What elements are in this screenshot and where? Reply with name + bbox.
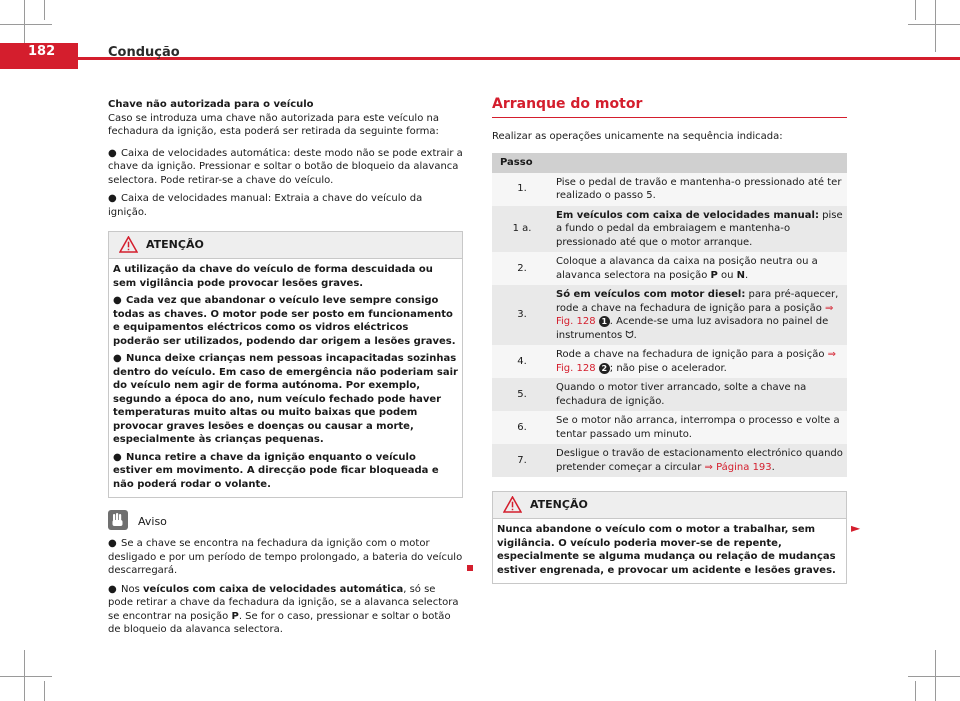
warning-triangle-icon [503,496,522,513]
table-row: 5. Quando o motor tiver arrancado, solte a chave na fechadura de ignição. [492,378,847,411]
warning-body [109,259,462,497]
continue-arrow-icon: ► [851,521,861,535]
figure-link[interactable]: ⇒ Fig. 128 [556,302,834,327]
table-row: 7. Desligue o travão de estacionamento electrónico quando pretender começar a circular ⇒ Página 193. [492,444,847,477]
info-hand-icon [108,510,128,530]
crop-mark [908,676,960,677]
warning-box [492,491,847,584]
list-item: ● Cada vez que abandonar o veículo leve sempre consigo todas as chaves. O motor pode ser posto em funcionamento e equipamentos eléctricos como os vidros eléctricos poderão ser utilizados, podendo dar origem a lesões graves. [113,295,456,347]
intro-paragraph: Caso se introduza uma chave não autorizada para este veículo na fechadura da ignição, esta poderá ser retirada da seguinte forma: [108,112,439,137]
left-column [108,98,463,637]
callout-number: 2 [599,363,610,374]
crop-mark [908,24,960,25]
right-column [492,98,847,584]
warning-body [493,519,846,583]
list-item: ● Nunca retire a chave da ignição enquanto o veículo estiver em movimento. A direcção pode ficar bloqueada e não poderá rodar o volante. [113,451,439,490]
table-row: 4. Rode a chave na fechadura de ignição para a posição ⇒ Fig. 128 2 ; não pise o acelerador. [492,345,847,378]
page-number: 182 [28,44,56,59]
crop-mark [24,650,25,701]
notice-header [108,510,463,532]
crop-mark [915,681,916,701]
list-item: ● Nos veículos com caixa de velocidades automática, só se pode retirar a chave da fechadura da ignição, se a alavanca selectora se encontrar na posição P. Se for o caso, pressionar e soltar o botão de bloqueio da alavanca selectora. [108,583,459,635]
warning-text: Nunca abandone o veículo com o motor a trabalhar, sem vigilância. O veículo poderia mover-se de repente, especialmente se alguma mudança ou relação de mudanças estiver engrenada, e provocar um acidente e lesões graves. [497,524,836,576]
list-item: ● Se a chave se encontra na fechadura da ignição com o motor desligado e por um período de tempo prolongado, a bateria do veículo descarregará. [108,538,463,576]
crop-mark [935,650,936,701]
warning-triangle-icon [119,236,138,253]
table-row: 6. Se o motor não arranca, interrompa o processo e volte a tentar passado um minuto. [492,411,847,444]
crop-mark [915,0,916,20]
crop-mark [0,676,52,677]
warning-header [109,232,462,259]
glow-plug-icon: ᗢ [625,329,634,341]
subheading: Chave não autorizada para o veículo [108,99,314,110]
section-end-mark [467,565,473,571]
intro-paragraph: Realizar as operações unicamente na sequência indicada: [492,130,783,142]
table-row: 2. Coloque a alavanca da caixa na posição neutra ou a alavanca selectora na posição P ou N. [492,252,847,285]
crop-mark [44,0,45,20]
crop-mark [935,0,936,52]
table-row: 1. Pise o pedal de travão e mantenha-o pressionado até ter realizado o passo 5. [492,173,847,206]
warning-title: ATENÇÃO [146,238,204,251]
section-title: Condução [108,45,180,60]
table-row: 1 a. Em veículos com caixa de velocidades manual: pise a fundo o pedal da embraiagem e mantenha-o pressionado até que o motor arranque. [492,206,847,253]
notice-title: Aviso [138,515,167,528]
callout-number: 1 [599,316,610,327]
crop-mark [0,24,52,25]
warning-box [108,231,463,498]
page-link[interactable]: ⇒ Página 193 [704,461,772,473]
list-item: ● Nunca deixe crianças nem pessoas incapacitadas sozinhas dentro do veículo. Em caso de emergência não poderiam sair do veículo nem agir de forma autónoma. Por exemplo, segundo a época do ano, num veículo fechado pode haver temperaturas muito altas ou muito baixas que podem provocar graves lesões e doenças ou causar a morte, especialmente às crianças pequenas. [113,353,458,445]
notice-box [108,510,463,637]
warning-lead: A utilização da chave do veículo de forma descuidada ou sem vigilância pode provocar lesões graves. [113,264,433,289]
warning-header [493,492,846,519]
section-heading: Arranque do motor [492,98,847,118]
table-row: 3. Só em veículos com motor diesel: para pré-aquecer, rode a chave na fechadura de ignição para a posição ⇒ Fig. 128 1 . Acende-se uma luz avisadora no painel de instrumentos ᗢ. [492,285,847,345]
steps-table [492,153,847,477]
list-item: ● Caixa de velocidades automática: deste modo não se pode extrair a chave da ignição. Pressionar e soltar o botão de bloqueio da alavanca selectora. Pode retirar-se a chave do veículo. [108,147,463,186]
figure-link[interactable]: ⇒ Fig. 128 [556,349,837,374]
warning-title: ATENÇÃO [530,498,588,511]
crop-mark [44,681,45,701]
table-header: Passo [492,153,847,173]
list-item: ● Caixa de velocidades manual: Extraia a chave do veículo da ignição. [108,193,423,218]
